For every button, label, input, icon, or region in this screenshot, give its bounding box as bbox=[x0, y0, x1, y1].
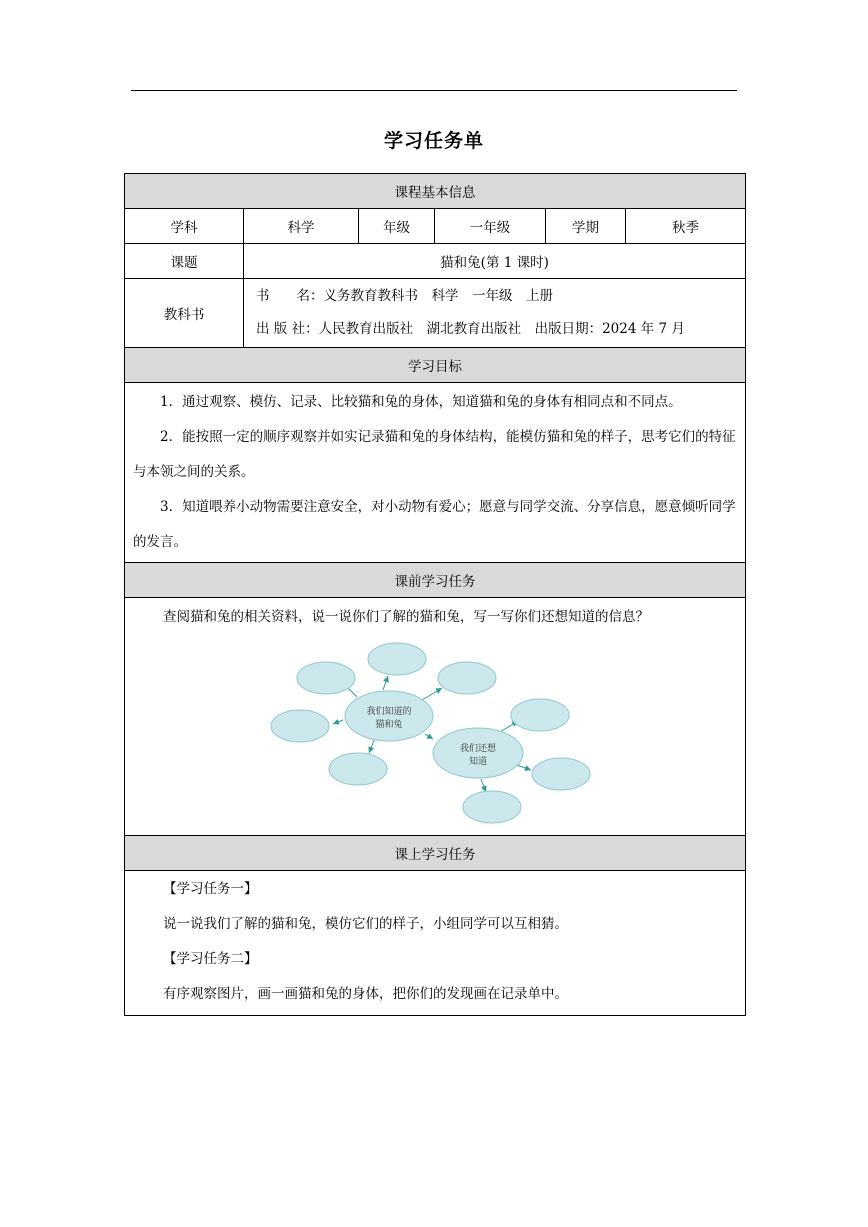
mind-map-bubble bbox=[532, 758, 590, 790]
pre-class-question: 查阅猫和兔的相关资料，说一说你们了解的猫和兔，写一写你们还想知道的信息？ bbox=[163, 609, 649, 625]
task1-title: 【学习任务一】 bbox=[163, 881, 258, 897]
section-header-basic-info: 课程基本信息 bbox=[125, 174, 746, 209]
textbook-info bbox=[244, 279, 746, 348]
mind-map-diagram bbox=[125, 598, 745, 835]
document-title: 学习任务单 bbox=[383, 130, 484, 152]
subject-label: 学科 bbox=[125, 209, 244, 244]
publisher-line: 出 版 社：人民教育出版社 湖北教育出版社 出版日期：2024 年 7 月 bbox=[256, 321, 685, 337]
header-rule bbox=[131, 90, 737, 91]
topic-value: 猫和兔(第 1 课时) bbox=[244, 244, 746, 279]
section-header-in-class: 课上学习任务 bbox=[125, 836, 746, 871]
objective-item: 3．知道喂养小动物需要注意安全，对小动物有爱心；愿意与同学交流、分享信息，愿意倾听同学的发言。 bbox=[133, 499, 736, 550]
mind-map-bubble bbox=[297, 662, 355, 694]
subject-value: 科学 bbox=[244, 209, 359, 244]
section-header-objectives: 学习目标 bbox=[125, 348, 746, 383]
mind-map-bubble bbox=[329, 753, 387, 785]
term-label: 学期 bbox=[546, 209, 626, 244]
section-header-pre-class: 课前学习任务 bbox=[125, 563, 746, 598]
mind-map-bubble bbox=[438, 662, 496, 694]
task1-text: 说一说我们了解的猫和兔，模仿它们的样子，小组同学可以互相猜。 bbox=[163, 916, 568, 932]
mind-map-bubble bbox=[463, 791, 521, 823]
center-want-label-line2: 知道 bbox=[468, 757, 488, 767]
topic-label: 课题 bbox=[125, 244, 244, 279]
textbook-label: 教科书 bbox=[125, 279, 244, 348]
grade-value: 一年级 bbox=[435, 209, 546, 244]
objective-item: 1．通过观察、模仿、记录、比较猫和兔的身体，知道猫和兔的身体有相同点和不同点。 bbox=[160, 394, 682, 410]
task2-title: 【学习任务二】 bbox=[163, 951, 258, 967]
center-known-label-line2: 猫和兔 bbox=[375, 720, 403, 730]
mind-map-bubble bbox=[271, 710, 329, 742]
objective-item: 2．能按照一定的顺序观察并如实记录猫和兔的身体结构，能模仿猫和兔的样子，思考它们的特征与本领之间的关系。 bbox=[133, 429, 736, 480]
pre-class-cell bbox=[125, 598, 746, 836]
center-known-label-line1: 我们知道的 bbox=[366, 707, 412, 717]
objectives-cell bbox=[125, 383, 746, 563]
task2-text: 有序观察图片，画一画猫和兔的身体，把你们的发现画在记录单中。 bbox=[163, 986, 568, 1002]
in-class-cell bbox=[125, 871, 746, 1016]
center-want-label-line1: 我们还想 bbox=[459, 744, 497, 754]
task-sheet-table bbox=[124, 173, 746, 1016]
grade-label: 年级 bbox=[359, 209, 435, 244]
mind-map-bubble bbox=[511, 699, 569, 731]
term-value: 秋季 bbox=[626, 209, 746, 244]
book-name-line: 书 名：义务教育教科书 科学 一年级 上册 bbox=[256, 288, 553, 304]
mind-map-bubble bbox=[368, 643, 426, 675]
